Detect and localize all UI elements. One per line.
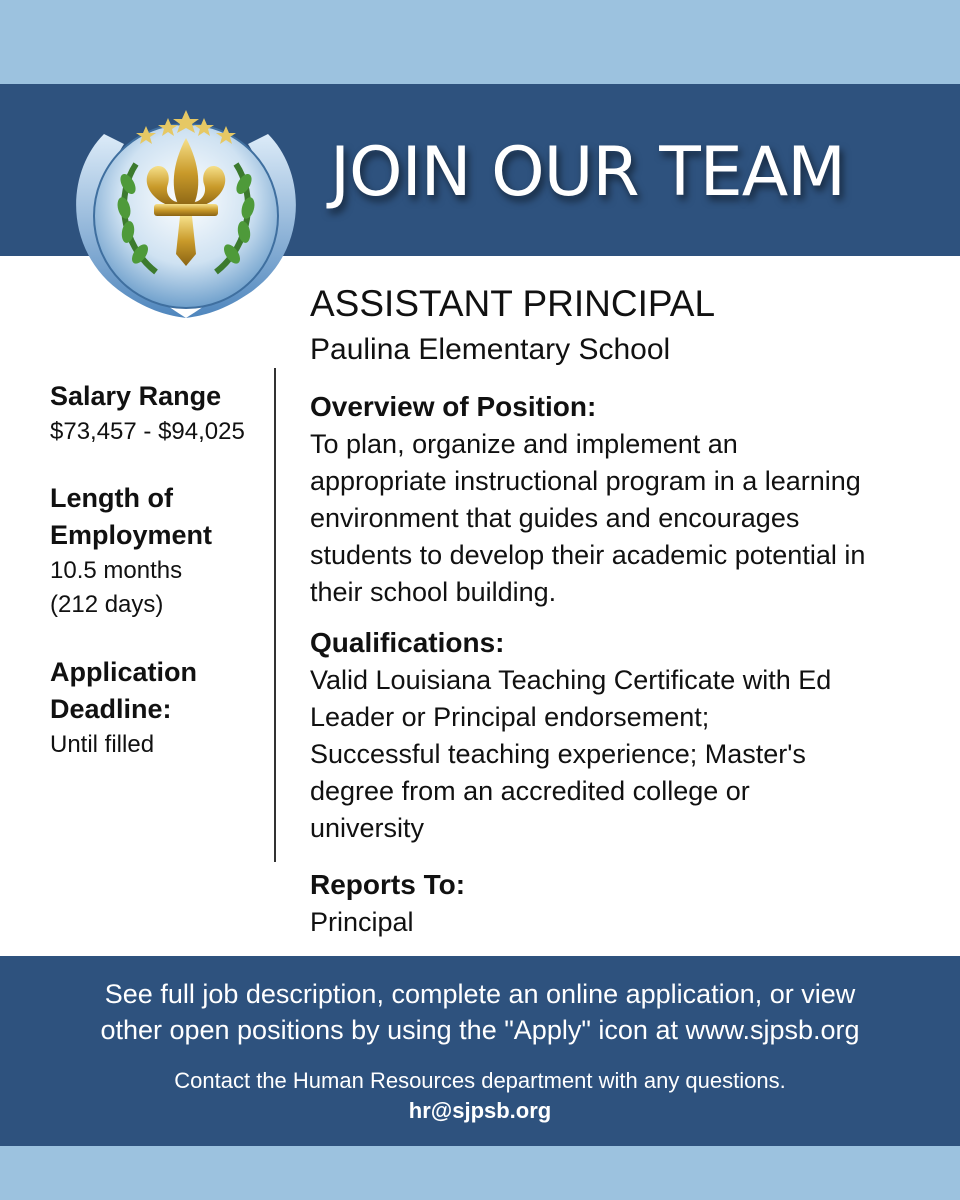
footer-email-link[interactable]: hr@sjpsb.org (408, 1098, 552, 1123)
top-band (0, 0, 960, 84)
salary-section (50, 378, 275, 449)
length-label-line1: Length of (50, 483, 173, 513)
reports-heading: Reports To: (310, 869, 466, 900)
overview-line: appropriate instructional program in a learning (310, 466, 861, 496)
footer-instructions (30, 976, 930, 1048)
reports-section (310, 866, 940, 941)
deadline-label-line1: Application (50, 657, 197, 687)
qualifications-line: Successful teaching experience; Master's (310, 739, 806, 769)
overview-section (310, 388, 940, 611)
length-label-line2: Employment (50, 520, 213, 550)
school-name: Paulina Elementary School (310, 333, 671, 366)
salary-value: $73,457 - $94,025 (50, 418, 245, 445)
deadline-section (50, 654, 275, 762)
footer-instructions-line1: See full job description, complete an online application, or view (104, 979, 856, 1009)
qualifications-line: university (310, 813, 425, 843)
footer-band (0, 956, 960, 1146)
footer-contact: Contact the Human Resources department with any questions. (174, 1068, 786, 1093)
reports-value: Principal (310, 907, 414, 937)
deadline-value: Until filled (50, 731, 155, 758)
qualifications-heading: Qualifications: (310, 627, 505, 658)
headline: JOIN OUR TEAM (330, 133, 845, 212)
length-value-line2: (212 days) (50, 591, 164, 618)
qualifications-line: Valid Louisiana Teaching Certificate with Ed (310, 665, 832, 695)
footer-instructions-line2: other open positions by using the "Apply" icon at www.sjpsb.org (100, 1015, 860, 1045)
length-value-line1: 10.5 months (50, 557, 183, 584)
overview-heading: Overview of Position: (310, 391, 597, 422)
overview-line: their school building. (310, 577, 557, 607)
fleur-de-lis-crest-icon (64, 104, 308, 328)
deadline-label-line2: Deadline: (50, 694, 172, 724)
qualifications-line: Leader or Principal endorsement; (310, 702, 710, 732)
qualifications-section (310, 624, 940, 847)
bottom-band (0, 1146, 960, 1200)
overview-line: environment that guides and encourages (310, 503, 800, 533)
salary-label: Salary Range (50, 381, 222, 411)
overview-line: students to develop their academic potential in (310, 540, 866, 570)
overview-line: To plan, organize and implement an (310, 429, 738, 459)
qualifications-line: degree from an accredited college or (310, 776, 750, 806)
length-section (50, 480, 275, 622)
position-title: ASSISTANT PRINCIPAL (310, 283, 716, 324)
